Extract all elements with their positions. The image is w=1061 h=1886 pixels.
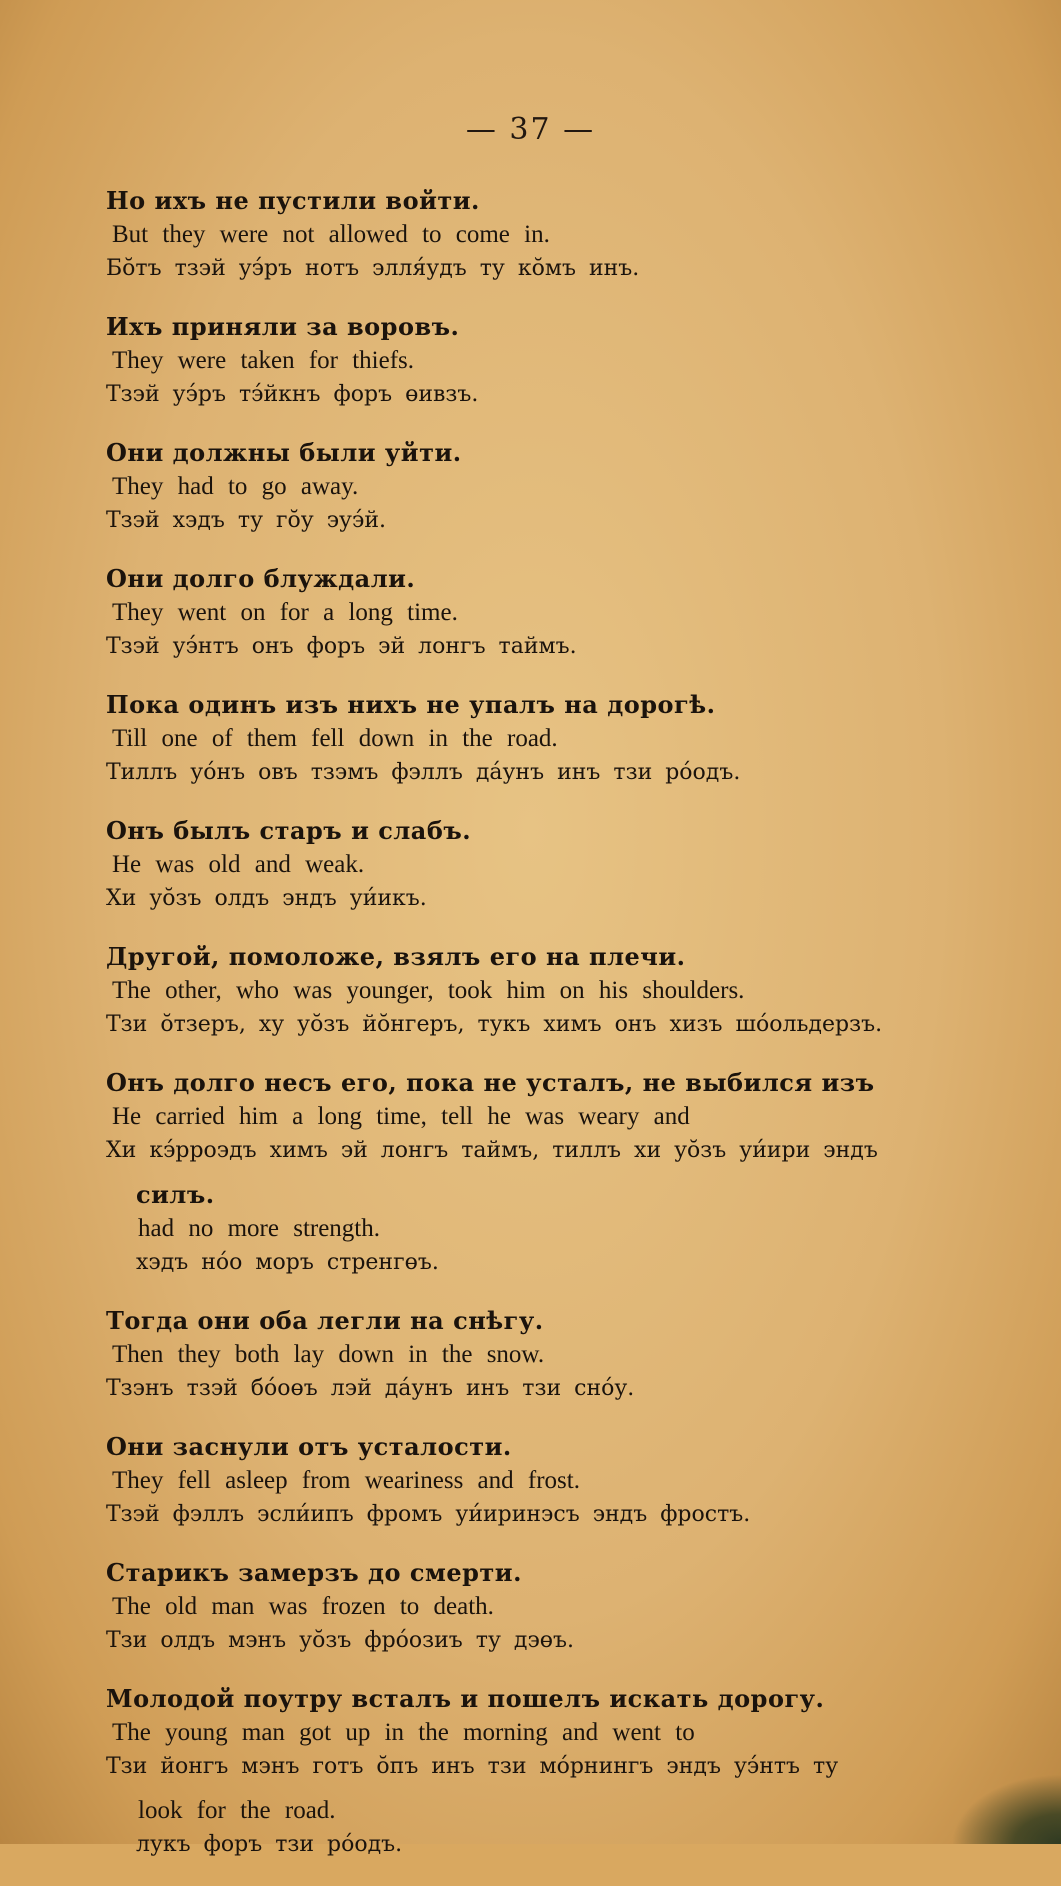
page-corner-stain — [951, 1774, 1061, 1844]
english-translation-continuation: look for the road. — [138, 1797, 336, 1824]
phrase-entry — [106, 814, 966, 916]
phrase-entry — [106, 310, 966, 412]
english-translation: He was old and weak. — [112, 851, 365, 878]
cyrillic-pronunciation: Хи уŏзъ олдъ эндъ уи́икъ. — [106, 886, 427, 911]
english-translation: But they were not allowed to come in. — [112, 221, 550, 248]
cyrillic-pronunciation: Бŏтъ тзэй уэ́ръ нотъ элля́удъ ту кŏмъ инъ. — [106, 256, 640, 281]
russian-sentence: Онъ былъ старъ и слабъ. — [106, 816, 472, 845]
cyrillic-pronunciation-continuation: хэдъ но́о моръ стренгөъ. — [136, 1250, 439, 1275]
russian-sentence: Они долго блуждали. — [106, 564, 416, 593]
cyrillic-pronunciation: Тзи олдъ мэнъ уŏзъ фро́озиъ ту дэөъ. — [106, 1628, 575, 1653]
cyrillic-pronunciation: Тзэнъ тзэй бо́оөъ лэй да́унъ инъ тзи сно́у. — [106, 1376, 635, 1401]
phrase-list — [106, 184, 966, 1886]
english-translation: They fell asleep from weariness and frost. — [112, 1467, 580, 1494]
phrase-entry — [106, 1430, 966, 1532]
cyrillic-pronunciation: Тзэй хэдъ ту гŏу эуэ́й. — [106, 508, 386, 533]
russian-sentence: Тогда они оба легли на снѣгу. — [106, 1306, 544, 1335]
english-translation-continuation: had no more strength. — [138, 1215, 381, 1242]
phrase-entry — [106, 1304, 966, 1406]
phrase-entry — [106, 1066, 966, 1280]
russian-sentence: Пока одинъ изъ нихъ не упалъ на дорогѣ. — [106, 690, 716, 719]
russian-sentence: Они должны были уйти. — [106, 438, 462, 467]
cyrillic-pronunciation: Тзэй уэ́нтъ онъ форъ эй лонгъ таймъ. — [106, 634, 577, 659]
russian-sentence: Но ихъ не пустили войти. — [106, 186, 480, 215]
english-translation: They were taken for thiefs. — [112, 347, 415, 374]
english-translation: He carried him a long time, tell he was weary and — [112, 1103, 690, 1130]
phrase-entry — [106, 1682, 966, 1862]
cyrillic-pronunciation: Тзи йонгъ мэнъ готъ ŏпъ инъ тзи мо́рнингъ эндъ уэ́нтъ ту — [106, 1754, 839, 1779]
phrase-entry — [106, 688, 966, 790]
english-translation: Then they both lay down in the snow. — [112, 1341, 545, 1368]
page-number: — 37 — — [465, 112, 596, 147]
cyrillic-pronunciation-continuation: лукъ форъ тзи ро́одъ. — [136, 1832, 403, 1857]
english-translation: The young man got up in the morning and went to — [112, 1719, 695, 1746]
cyrillic-pronunciation: Хи кэ́рроэдъ химъ эй лонгъ таймъ, тиллъ хи уŏзъ уи́ири эндъ — [106, 1138, 878, 1163]
english-translation: They had to go away. — [112, 473, 359, 500]
russian-sentence: Другой, помоложе, взялъ его на плечи. — [106, 942, 686, 971]
russian-sentence-continuation: силъ. — [136, 1180, 215, 1209]
russian-sentence: Старикъ замерзъ до смерти. — [106, 1558, 522, 1587]
cyrillic-pronunciation: Тзэй уэ́ръ тэ́йкнъ форъ өивзъ. — [106, 382, 479, 407]
cyrillic-pronunciation: Тзи ŏтзеръ, ху уŏзъ йŏнгеръ, тукъ химъ онъ хизъ шо́ольдерзъ. — [106, 1012, 883, 1037]
russian-sentence: Ихъ приняли за воровъ. — [106, 312, 460, 341]
phrase-entry — [106, 562, 966, 664]
phrase-entry — [106, 184, 966, 286]
phrase-entry — [106, 1556, 966, 1658]
russian-sentence: Онъ долго несъ его, пока не усталъ, не выбился изъ — [106, 1068, 875, 1097]
russian-sentence: Молодой поутру всталъ и пошелъ искать дорогу. — [106, 1684, 825, 1713]
cyrillic-pronunciation: Тзэй фэллъ эсли́ипъ фромъ уи́иринэсъ эндъ фростъ. — [106, 1502, 751, 1527]
english-translation: The old man was frozen to death. — [112, 1593, 494, 1620]
english-translation: They went on for a long time. — [112, 599, 458, 626]
english-translation: Till one of them fell down in the road. — [112, 725, 558, 752]
phrase-entry — [106, 436, 966, 538]
phrase-entry — [106, 940, 966, 1042]
english-translation: The other, who was younger, took him on his shoulders. — [112, 977, 745, 1004]
russian-sentence: Они заснули отъ усталости. — [106, 1432, 512, 1461]
cyrillic-pronunciation: Тиллъ уо́нъ овъ тзэмъ фэллъ да́унъ инъ тзи ро́одъ. — [106, 760, 741, 785]
